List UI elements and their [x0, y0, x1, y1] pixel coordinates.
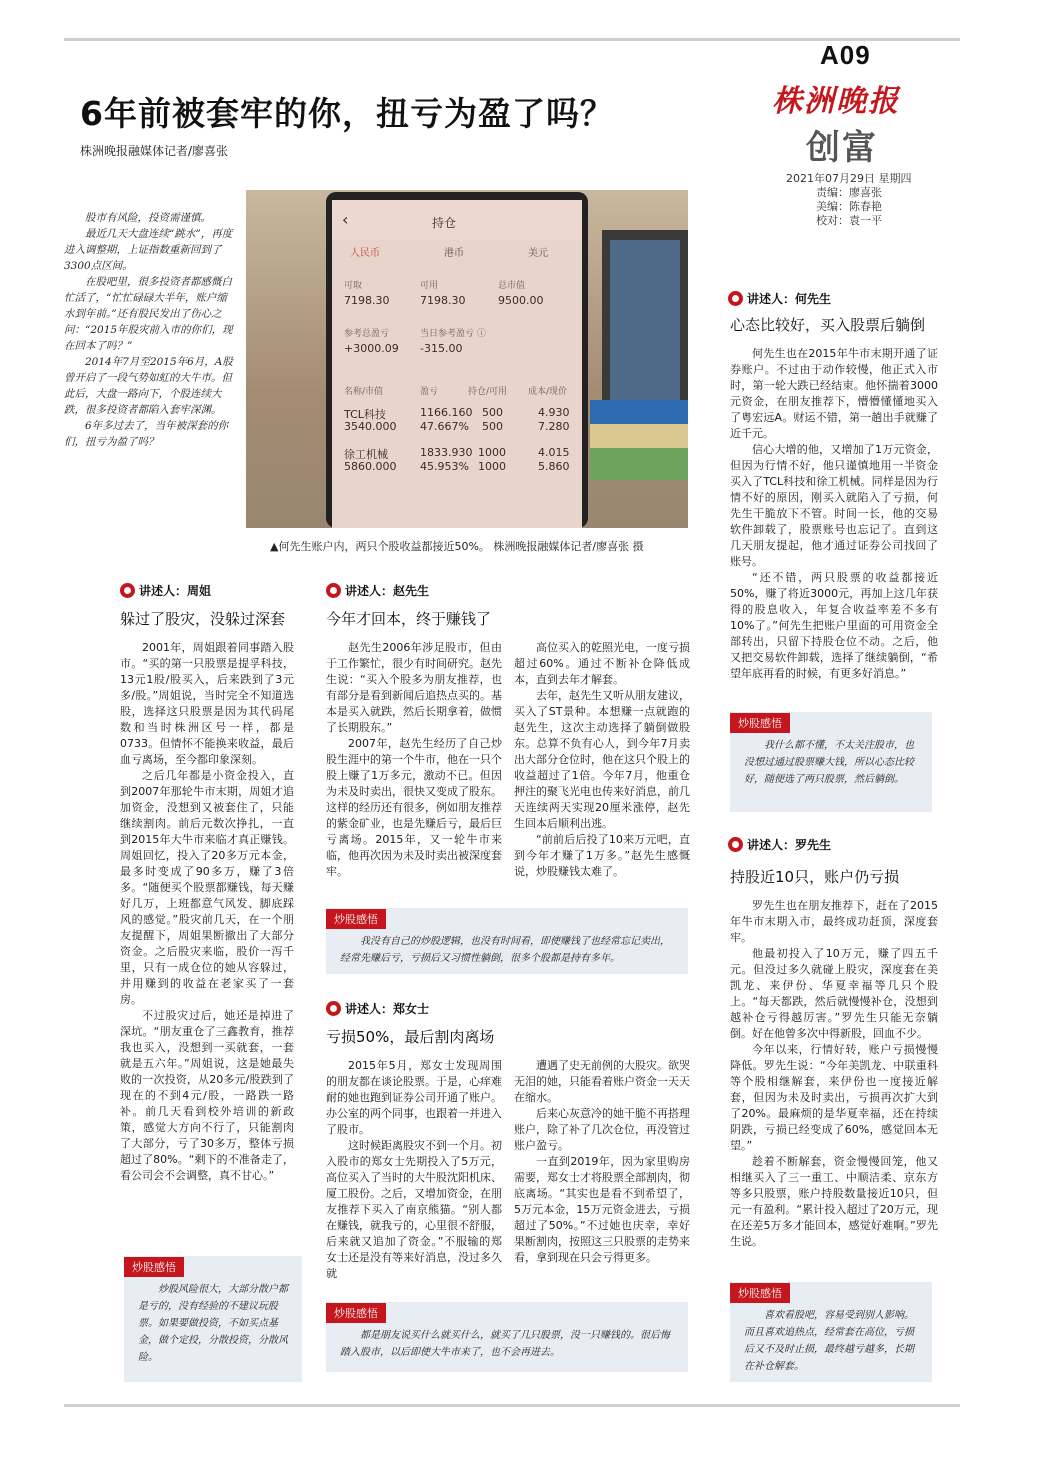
value-withdrawable: 7198.30 — [344, 294, 390, 307]
holding-name: 徐工机械 — [344, 448, 388, 461]
insight-box — [124, 1256, 302, 1382]
insight-text: 炒股风险很大，大部分散户都是亏的，没有经验的不建议玩股票。如果要做投资，不如买点基金，做个定投，分散投资，分散风险。 — [138, 1284, 288, 1363]
story-body — [514, 1058, 690, 1266]
story-para: 赵先生2006年涉足股市，但由于工作繁忙，很少有时间研究。赵先生说：“买入个股多为朋友推荐，也有部分是看到新闻后追热点买的。基本是买入就跌，然后长期拿着，做惯了长期股东。” — [326, 641, 502, 734]
label-available: 可用 — [420, 281, 439, 291]
story-body — [730, 898, 938, 1250]
story-para: 2001年，周姐跟着同事踏入股市。“买的第一只股票是提孚科技，13元1股/股买入，后来跌到了3元多/股。”周姐说，当时完全不知道选股，选择这只股票是因为其代码尾数和当时株洲区号一样，都是0733。但情怀不能换来收益，最后血亏离场，至今都印象深刻。 — [120, 641, 294, 766]
narrator-heading — [728, 836, 831, 853]
narrator-dot-icon — [728, 291, 743, 306]
narrator-heading — [120, 582, 211, 599]
insight-tag: 炒股感悟 — [326, 1303, 386, 1323]
holding-cost: 4.930 — [538, 406, 570, 419]
narrator-heading — [326, 582, 429, 599]
holding-qty: 1000 — [478, 446, 506, 459]
narrator-label: 讲述人：周姐 — [139, 584, 212, 598]
phone-shape — [326, 192, 588, 528]
tab-usd: 美元 — [528, 248, 548, 259]
col-name: 名称/市值 — [344, 387, 384, 397]
holding-pl: 1833.930 — [420, 446, 473, 459]
story-para: “还不错，两只股票的收益都接近50%，赚了将近3000元，再加上这几年获得的股息收入，年复合收益率差不多有10%了。”何先生把账户里面的可用资金全部转出，只留下持股仓位不动。之后，他又把交易软件卸载，选择了继续躺倒，“希望年底再看的时候，有更多好消息。” — [730, 571, 938, 680]
value-market-value: 9500.00 — [498, 294, 544, 307]
editor-credit: 责编：廖喜张 — [816, 186, 882, 199]
holding-pct: 47.667% — [420, 420, 469, 433]
newspaper-logo: 株洲晚报 — [772, 84, 900, 119]
label-day-pl: 当日参考盈亏 ⓘ — [420, 329, 486, 339]
narrator-heading — [326, 1000, 429, 1017]
story-body — [326, 640, 502, 880]
insight-tag: 炒股感悟 — [124, 1257, 184, 1277]
byline: 株洲晚报融媒体记者/廖喜张 — [80, 144, 229, 158]
intro-para: 股市有风险，投资需谨慎。 — [85, 212, 211, 224]
holding-pct: 45.953% — [420, 460, 469, 473]
phone-screen — [332, 200, 582, 528]
story-para: 一直到2019年，因为家里购房需要，郑女士才将股票全部割肉，彻底离场。“其实也是看不到希望了，5万元本金，15万元资金进去，亏损超过了50%。”不过她也庆幸，幸好果断割肉，按照这三只股票的走势来看，拿到现在只会亏得更多。 — [514, 1155, 690, 1264]
books-shape — [590, 400, 688, 480]
intro-para: 6年多过去了，当年被深套的你们，扭亏为盈了吗？ — [64, 420, 229, 448]
monitor-shape — [602, 230, 688, 420]
story-subtitle: 躲过了股灾，没躲过深套 — [120, 610, 286, 628]
bottom-rule — [64, 1404, 960, 1407]
story-para: 何先生也在2015年牛市末期开通了证券账户。不过由于动作较慢，他正式入市时，第一轮大跌已经结束。他怀揣着3000元资金，在朋友推荐下，懵懵懂懂地买入了粤宏远A。财运不错，第一趟出手就赚了近千元。 — [730, 347, 938, 440]
back-arrow-icon: ‹ — [342, 210, 349, 229]
insight-box — [730, 1282, 932, 1382]
story-subtitle: 亏损50%，最后割肉离场 — [326, 1028, 495, 1046]
screen-title: 持仓 — [432, 216, 457, 230]
page-number: A09 — [820, 40, 871, 70]
narrator-heading — [728, 290, 831, 307]
intro-para: 2014年7月至2015年6月，A股曾开启了一段气势如虹的大牛市。但此后，大盘一路向下，个股连续大跌，很多投资者都陷入套牢深渊。 — [64, 356, 233, 416]
page-headline: 6年前被套牢的你，扭亏为盈了吗？ — [80, 94, 614, 133]
tab-rmb: 人民币 — [350, 248, 380, 259]
story-subtitle: 今年才回本，终于赚钱了 — [326, 610, 492, 628]
col-cost: 成本/现价 — [528, 387, 568, 397]
insight-tag: 炒股感悟 — [326, 909, 386, 929]
value-available: 7198.30 — [420, 294, 466, 307]
story-body — [120, 640, 294, 1184]
narrator-dot-icon — [326, 1001, 341, 1016]
intro-text — [64, 210, 236, 450]
label-withdrawable: 可取 — [344, 281, 363, 291]
story-para: 后来心灰意冷的她干脆不再搭理账户，除了补了几次仓位，再没管过账户盈亏。 — [514, 1107, 690, 1152]
narrator-label: 讲述人：郑女士 — [345, 1002, 430, 1016]
insight-text: 我什么都不懂，不太关注股市，也没想过通过股票赚大钱，所以心态比较好，随便选了两只股票，然后躺倒。 — [744, 740, 914, 785]
story-para: 不过股灾过后，她还是掉进了深坑。“朋友重仓了三鑫教育，推荐我也买入，没想到一买就套，一套就是五六年。”周姐说，这是她最失败的一次投资，从20多元/股跌到了现在的不到4元/股，一路跌一路补。前几天看到校外培训的新政策，感觉大方向不行了，只能割肉了大部分，亏了30多万，整体亏损超过了80%。“剩下的不准备走了，看公司会不会调整，真不甘心。” — [120, 1009, 294, 1182]
col-pl: 盈亏 — [420, 387, 439, 397]
photo-caption: ▲何先生账户内，两只个股收益都接近50%。 株洲晚报融媒体记者/廖喜张 摄 — [270, 540, 644, 553]
story-para: 这时候距离股灾不到一个月。初入股市的郑女士先期投入了5万元，高位买入了当时的大牛股沈阳机床、厦工股份。之后，又增加资金，在朋友推荐下买入了南京熊猫。“别人都在赚钱，就我亏的，心里很不舒服，后来就又追加了资金。”不服输的郑女士还是没有等来好消息，没过多久就 — [326, 1139, 502, 1280]
value-day-pl: -315.00 — [420, 342, 463, 355]
story-body — [730, 346, 938, 682]
story-subtitle: 持股近10只，账户仍亏损 — [730, 868, 900, 886]
insight-text: 喜欢看股吧，容易受到别人影响。而且喜欢追热点，经常套在高位，亏损后又不及时止损，最终越亏越多，长期在补仓解套。 — [744, 1310, 914, 1372]
story-para: 趁着不断解套，资金慢慢回笼，他又相继买入了三一重工、中顺洁柔、京东方等多只股票，账户持股数量接近10只，但元一有盈利。“累计投入超过了20万元，现在还差5万多才能回本，感觉好难啊。”罗先生说。 — [730, 1155, 938, 1248]
edition-date: 2021年07月29日 星期四 — [786, 172, 912, 185]
story-para: 去年，赵先生又听从朋友建议，买入了ST景种。本想赚一点就跑的赵先生，这次主动选择了躺倒做股东。总算不负有心人，到今年7月卖出大部分仓位时，他在这只个股上的收益超过了1倍。今年7月，他重仓押注的聚飞光电也传来好消息，前几天连续两天实现20厘米涨停，赵先生回本后顺利出逃。 — [514, 689, 690, 830]
narrator-label: 讲述人：罗先生 — [747, 838, 832, 852]
story-subtitle: 心态比较好，买入股票后躺倒 — [730, 316, 926, 334]
story-para: 之后几年都是小资金投入，直到2007年那轮牛市末期，周姐才追加资金，没想到又被套住了，只能继续割肉。前后元数次挣扎，一直到2015年大牛市来临才真正赚钱。周姐回忆，投入了20多万元本金，最多时变成了90多万，赚了3倍多。“随便买个股票都赚钱，每天赚好几万，上班都意气风发、脚底踩风的感觉。”股灾前几天，在一个朋友提醒下，周姐果断撤出了大部分资金。之后股灾来临，股价一泻千里，只有一成仓位的她从容躲过，并用赚到的收益在老家买了一套房。 — [120, 769, 294, 1006]
insight-text: 都是朋友说买什么就买什么，就买了几只股票，没一只赚钱的。很后悔踏入股市，以后即使大牛市来了，也不会再进去。 — [340, 1330, 670, 1358]
holding-qty: 500 — [482, 406, 503, 419]
narrator-dot-icon — [120, 583, 135, 598]
holding-avail: 500 — [482, 420, 503, 433]
narrator-dot-icon — [728, 837, 743, 852]
story-para: 今年以来，行情好转，账户亏损慢慢降低。罗先生说：“今年美凯龙、中联重科等个股相继解套，来伊份也一度接近解套，但因为未及时卖出，亏损再次扩大到了20%。最麻烦的是华夏幸福，还在持续阴跌，亏损已经变成了60%，感觉回本无望。” — [730, 1043, 938, 1152]
story-body — [326, 1058, 502, 1282]
tab-hkd: 港币 — [444, 248, 464, 259]
narrator-label: 讲述人：何先生 — [747, 292, 832, 306]
insight-text: 我没有自己的炒股逻辑，也没有时间看，即使赚钱了也经常忘记卖出，经常先赚后亏，亏损后又习惯性躺倒，很多个股都是持有多年。 — [340, 936, 670, 964]
insight-box — [326, 1302, 688, 1372]
insight-tag: 炒股感悟 — [730, 713, 790, 733]
insight-tag: 炒股感悟 — [730, 1283, 790, 1303]
holding-pl: 1166.160 — [420, 406, 473, 419]
intro-para: 最近几天大盘连续“跳水”，再度进入调整期，上证指数重新回到了3300点区间。 — [64, 228, 233, 272]
holding-value: 5860.000 — [344, 460, 397, 473]
account-photo — [246, 190, 688, 528]
story-para: 2007年，赵先生经历了自己炒股生涯中的第一个牛市，他在一只个股上赚了1万多元，激动不已。但因为未及时卖出，很快又变成了股东。这样的经历还有很多，例如朋友推荐的紫金矿业，也是先赚后亏，最后巨亏离场。2015年，又一轮牛市来临，他再次因为未及时卖出被深度套牢。 — [326, 737, 502, 878]
label-market-value: 总市值 — [498, 281, 526, 291]
section-name: 创富 — [806, 128, 878, 168]
holding-value: 3540.000 — [344, 420, 397, 433]
value-total-pl: +3000.09 — [344, 342, 399, 355]
insight-box — [326, 908, 688, 974]
designer-credit: 美编：陈春艳 — [816, 200, 882, 213]
edition-meta — [786, 172, 912, 228]
holding-cost: 4.015 — [538, 446, 570, 459]
story-para: 信心大增的他，又增加了1万元资金，但因为行情不好，他只谨慎地用一半资金买入了TCL科技和徐工机械。同样是因为行情不好的原因，刚买入就陷入了亏损，何先生干脆放下不管。时间一长，他的交易软件卸载了，股票账号也忘记了。直到这几天朋友提起，他才通过证券公司找回了账号。 — [730, 443, 938, 568]
narrator-label: 讲述人：赵先生 — [345, 584, 430, 598]
label-total-pl: 参考总盈亏 — [344, 329, 390, 339]
story-body — [514, 640, 690, 880]
story-para: 罗先生也在朋友推荐下，赶在了2015年牛市末期入市，最终成功赶顶，深度套牢。 — [730, 899, 938, 944]
currency-tabs — [332, 240, 582, 262]
col-qty: 持仓/可用 — [468, 387, 508, 397]
story-para: 高位买入的乾照光电，一度亏损超过60%。通过不断补仓降低成本，直到去年才解套。 — [514, 641, 690, 686]
proofreader-credit: 校对：袁一平 — [816, 214, 882, 227]
story-para: 2015年5月，郑女士发现周围的朋友都在谈论股票。于是，心痒难耐的她也跑到证券公司开通了账户。办公室的两个同事，也跟着一并进入了股市。 — [326, 1059, 502, 1136]
story-para: “前前后后投了10来万元吧，直到今年才赚了1万多。”赵先生感慨说，炒股赚钱太难了。 — [514, 833, 690, 878]
holding-name: TCL科技 — [344, 408, 386, 421]
intro-para: 在股吧里，很多投资者都感慨白忙活了，“忙忙碌碌大半年，账户缩水到年前。”还有股民发出了伤心之问：“2015年股灾前入市的你们，现在回本了吗？” — [64, 276, 233, 352]
holding-price: 7.280 — [538, 420, 570, 433]
narrator-dot-icon — [326, 583, 341, 598]
holding-price: 5.860 — [538, 460, 570, 473]
holding-avail: 1000 — [478, 460, 506, 473]
insight-box — [730, 712, 932, 812]
story-para: 遭遇了史无前例的大股灾。欲哭无泪的她，只能看着账户资金一天天在缩水。 — [514, 1059, 690, 1104]
story-para: 他最初投入了10万元，赚了四五千元。但没过多久就碰上股灾，深度套在美凯龙、来伊份、华夏幸福等几只个股上。“每天都跌，然后就慢慢补仓，没想到越补仓亏得越厉害。”罗先生只能无奈躺倒。好在他曾多次中得新股，回血不少。 — [730, 947, 938, 1040]
